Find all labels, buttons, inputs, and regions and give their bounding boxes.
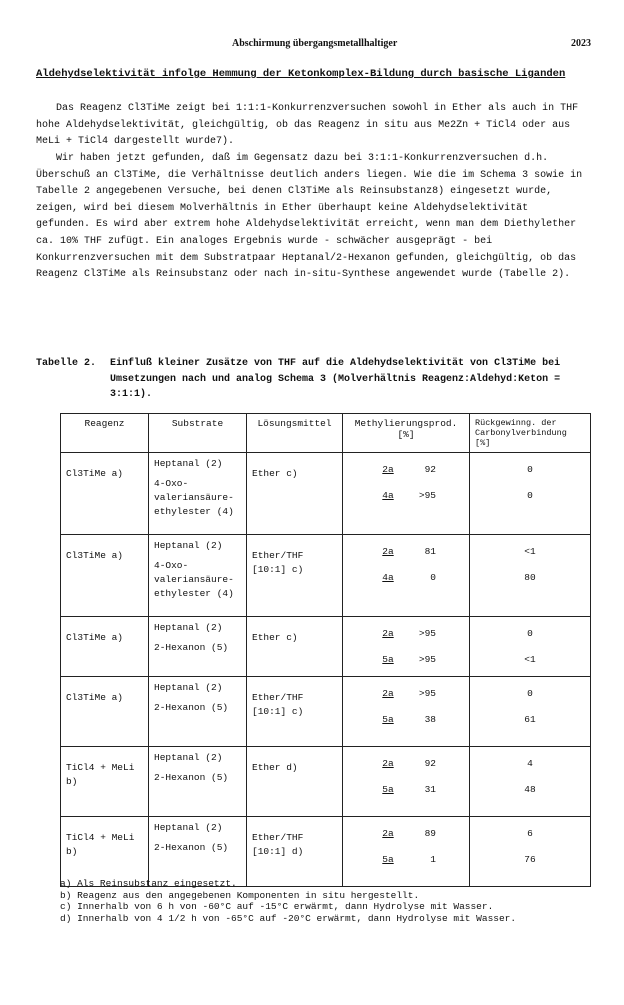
- product-id: 4a: [382, 572, 394, 583]
- section-title: Aldehydselektivität infolge Hemmung der Ketonkomplex-Bildung durch basische Liganden: [36, 68, 566, 80]
- product-id: 2a: [382, 628, 394, 639]
- product-yield: 38: [424, 714, 436, 725]
- substrates-cell: [149, 747, 247, 817]
- substrate: 2-Hexanon (5): [154, 842, 229, 853]
- product-id: 5a: [382, 654, 394, 665]
- products-cell: [343, 747, 470, 817]
- solvent-cell: [247, 817, 343, 887]
- table-row: [61, 453, 591, 535]
- product-id: 2a: [382, 828, 394, 839]
- product-id: 2a: [382, 758, 394, 769]
- table-caption-label: Tabelle 2.: [36, 358, 97, 369]
- product-yield: 92: [424, 758, 436, 769]
- reagent-cell: [61, 453, 149, 535]
- reagent-cell: [61, 617, 149, 677]
- reagent: Cl3TiMe a): [66, 692, 124, 703]
- recovery-value: 76: [524, 854, 536, 865]
- table-row: [61, 617, 591, 677]
- substrate: 4-Oxo-valeriansäure-ethylester (4): [154, 560, 234, 599]
- substrate: Heptanal (2): [154, 752, 223, 763]
- reagent-cell: [61, 817, 149, 887]
- header-substrates: Substrate: [149, 414, 247, 453]
- header-reagent: Reagenz: [61, 414, 149, 453]
- footnotes: [60, 878, 600, 924]
- recovery-cell: [470, 817, 591, 887]
- substrate: 2-Hexanon (5): [154, 642, 229, 653]
- running-title: Abschirmung übergangsmetallhaltiger: [232, 38, 398, 49]
- recovery-cell: [470, 747, 591, 817]
- solvent-cell: [247, 747, 343, 817]
- product-yield: 92: [424, 464, 436, 475]
- substrate: Heptanal (2): [154, 822, 223, 833]
- solvent-cell: [247, 617, 343, 677]
- recovery-value: 0: [527, 490, 533, 501]
- substrate: 4-Oxo-valeriansäure-ethylester (4): [154, 478, 234, 517]
- recovery-cell: [470, 617, 591, 677]
- recovery-value: <1: [524, 546, 536, 557]
- substrate: Heptanal (2): [154, 458, 223, 469]
- reagent: Cl3TiMe a): [66, 632, 124, 643]
- footnote: d) Innerhalb von 4 1/2 h von -65°C auf -20°C erwärmt, dann Hydrolyse mit Wasser.: [60, 912, 517, 924]
- product-yield: >95: [418, 654, 436, 665]
- solvent: Ether d): [252, 762, 298, 773]
- reagent: Cl3TiMe a): [66, 468, 124, 479]
- products-cell: [343, 677, 470, 747]
- product-yield: >95: [418, 490, 436, 501]
- table-row: [61, 817, 591, 887]
- product-id: 5a: [382, 784, 394, 795]
- product-id: 4a: [382, 490, 394, 501]
- table-caption-text: Einfluß kleiner Zusätze von THF auf die Aldehydselektivität von Cl3TiMe bei Umsetzungen nach und analog Schema 3 (Molverhältnis Reagenz:Aldehyd:Keton = 3:1:1).: [110, 358, 561, 400]
- page-number: 2023: [571, 38, 591, 49]
- table-header-row: [61, 414, 591, 453]
- substrates-cell: [149, 677, 247, 747]
- results-table: [60, 413, 591, 887]
- substrates-cell: [149, 617, 247, 677]
- substrate: Heptanal (2): [154, 682, 223, 693]
- product-yield: 89: [424, 828, 436, 839]
- products-cell: [343, 817, 470, 887]
- solvent: Ether/THF [10:1] c): [252, 692, 304, 717]
- recovery-value: <1: [524, 654, 536, 665]
- product-yield: >95: [418, 688, 436, 699]
- products-cell: [343, 535, 470, 617]
- solvent: Ether c): [252, 468, 298, 479]
- substrate: 2-Hexanon (5): [154, 702, 229, 713]
- recovery-value: 80: [524, 572, 536, 583]
- product-id: 5a: [382, 714, 394, 725]
- recovery-value: 48: [524, 784, 536, 795]
- solvent-cell: [247, 677, 343, 747]
- product-yield: 31: [424, 784, 436, 795]
- footnote: c) Innerhalb von 6 h von -60°C auf -15°C erwärmt, dann Hydrolyse mit Wasser.: [60, 901, 494, 912]
- solvent: Ether c): [252, 632, 298, 643]
- paragraph-2: [36, 151, 586, 284]
- solvent: Ether/THF [10:1] d): [252, 832, 304, 857]
- substrate: Heptanal (2): [154, 540, 223, 551]
- paragraph-2-text: Wir haben jetzt gefunden, daß im Gegensatz dazu bei 3:1:1-Konkurrenzversuchen d.h. Überschuß an Cl3TiMe, die Verhältnisse deutlich anders liegen. Wie die im Schema 3 sowie in Tabelle 2 angegebenen Versuche, bei denen Cl3TiMe als Reinsubstanz8) eingesetzt wurde, zeigen, wird bei diesem Molverhältnis in Ether überhaupt keine Aldehydselektivität gefunden. Es wird aber extrem hohe Aldehydselektivität erreicht, wenn man dem Diethylether ca. 10% THF zufügt. Ein analoges Ergebnis wurde - schwächer ausgeprägt - bei Konkurrenzversuchen mit dem Substratpaar Heptanal/2-Hexanon gefunden, gleichgültig, ob das Reagenz Cl3TiMe als Reinsubstanz oder nach in-situ-Synthese angewendet wurde (Tabelle 2).: [36, 153, 583, 281]
- reagent: Cl3TiMe a): [66, 550, 124, 561]
- recovery-value: 61: [524, 714, 536, 725]
- product-id: 2a: [382, 688, 394, 699]
- header-solvent: Lösungsmittel: [247, 414, 343, 453]
- recovery-value: 0: [527, 628, 533, 639]
- reagent-cell: [61, 747, 149, 817]
- recovery-value: 0: [527, 688, 533, 699]
- product-yield: 1: [430, 854, 436, 865]
- product-yield: >95: [418, 628, 436, 639]
- reagent: TiCl4 + MeLi b): [66, 762, 135, 787]
- solvent-cell: [247, 453, 343, 535]
- product-yield: 81: [424, 546, 436, 557]
- paragraph-1: [36, 101, 586, 151]
- recovery-cell: [470, 677, 591, 747]
- solvent-cell: [247, 535, 343, 617]
- recovery-cell: [470, 535, 591, 617]
- product-id: 5a: [382, 854, 394, 865]
- reagent-cell: [61, 677, 149, 747]
- recovery-value: 0: [527, 464, 533, 475]
- table-row: [61, 535, 591, 617]
- header-products: Methylierungsprod. [%]: [343, 414, 470, 453]
- reagent: TiCl4 + MeLi b): [66, 832, 135, 857]
- reagent-cell: [61, 535, 149, 617]
- substrates-cell: [149, 453, 247, 535]
- table-row: [61, 747, 591, 817]
- product-id: 2a: [382, 546, 394, 557]
- paragraph-1-text: Das Reagenz Cl3TiMe zeigt bei 1:1:1-Konkurrenzversuchen sowohl in Ether als auch in THF hohe Aldehydselektivität, gleichgültig, ob das Reagenz in situ aus Me2Zn + TiCl4 oder aus MeLi + TiCl4 dargestellt wurde7).: [36, 103, 579, 148]
- products-cell: [343, 617, 470, 677]
- footnote: b) Reagenz aus den angegebenen Komponenten in situ hergestellt.: [60, 889, 420, 901]
- product-yield: 0: [430, 572, 436, 583]
- products-cell: [343, 453, 470, 535]
- recovery-value: 4: [527, 758, 533, 769]
- table-row: [61, 677, 591, 747]
- solvent: Ether/THF [10:1] c): [252, 550, 304, 575]
- substrate: Heptanal (2): [154, 622, 223, 633]
- product-id: 2a: [382, 464, 394, 475]
- substrates-cell: [149, 817, 247, 887]
- recovery-value: 6: [527, 828, 533, 839]
- recovery-cell: [470, 453, 591, 535]
- footnote: a) Als Reinsubstanz eingesetzt.: [60, 878, 237, 889]
- header-recovery: Rückgewinng. der Carbonylverbindung [%]: [470, 414, 591, 453]
- substrate: 2-Hexanon (5): [154, 772, 229, 783]
- substrates-cell: [149, 535, 247, 617]
